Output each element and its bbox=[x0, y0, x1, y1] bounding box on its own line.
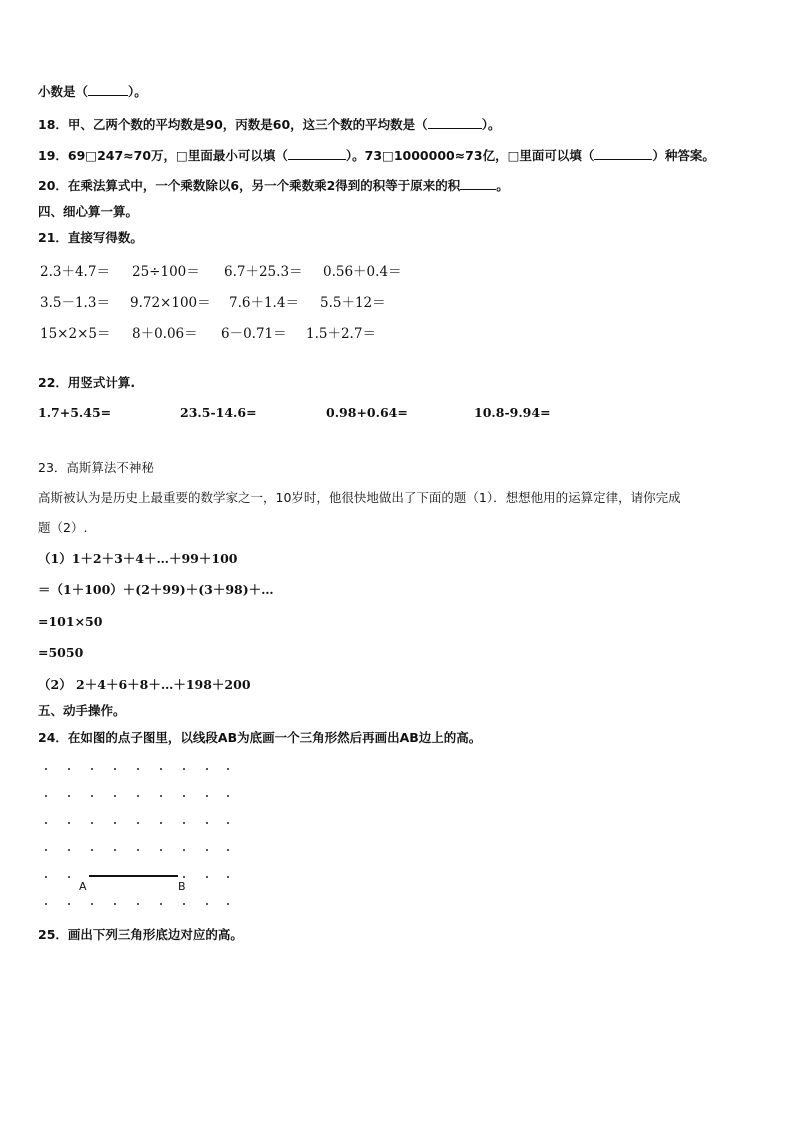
grid-dot bbox=[183, 903, 185, 905]
question-20 bbox=[38, 177, 509, 194]
grid-dot bbox=[206, 768, 208, 770]
grid-dot bbox=[160, 903, 162, 905]
grid-dot bbox=[227, 903, 229, 905]
q19-text-mid: ）。73□1000000≈73亿，□里面可以填（ bbox=[345, 148, 595, 163]
grid-dot bbox=[137, 768, 139, 770]
grid-dot bbox=[91, 822, 93, 824]
grid-dot bbox=[45, 768, 47, 770]
grid-dot bbox=[227, 849, 229, 851]
grid-dot bbox=[137, 822, 139, 824]
q21-item: 2.3＋4.7＝ bbox=[40, 264, 110, 280]
q23-step: ＝（1＋100）＋(2＋99)＋(3＋98)＋… bbox=[38, 582, 274, 597]
question-21-title: 21．直接写得数。 bbox=[38, 230, 143, 245]
q21-item: 9.72×100＝ bbox=[130, 295, 211, 311]
grid-dot bbox=[183, 822, 185, 824]
grid-dot bbox=[45, 795, 47, 797]
grid-dot bbox=[114, 768, 116, 770]
q21-item: 15×2×5＝ bbox=[40, 326, 111, 342]
grid-dot bbox=[160, 768, 162, 770]
grid-dot bbox=[160, 849, 162, 851]
grid-dot bbox=[91, 795, 93, 797]
grid-dot bbox=[91, 903, 93, 905]
grid-dot bbox=[45, 903, 47, 905]
question-18 bbox=[38, 116, 500, 133]
q23-step: （1）1＋2＋3＋4＋…＋99＋100 bbox=[38, 551, 238, 566]
grid-dot bbox=[114, 849, 116, 851]
grid-dot bbox=[227, 876, 229, 878]
grid-dot bbox=[160, 822, 162, 824]
grid-dot bbox=[227, 768, 229, 770]
grid-dot bbox=[160, 795, 162, 797]
q21-item: 1.5＋2.7＝ bbox=[306, 326, 376, 342]
point-b-label: B bbox=[178, 880, 186, 893]
question-25-title: 25．画出下列三角形底边对应的高。 bbox=[38, 927, 243, 942]
grid-dot bbox=[45, 822, 47, 824]
grid-dot bbox=[183, 795, 185, 797]
grid-dot bbox=[114, 903, 116, 905]
grid-dot bbox=[137, 849, 139, 851]
grid-dot bbox=[68, 795, 70, 797]
grid-dot bbox=[206, 822, 208, 824]
grid-dot bbox=[68, 903, 70, 905]
answer-blank[interactable] bbox=[594, 147, 652, 160]
q19-text-after: ）种答案。 bbox=[652, 148, 715, 163]
answer-blank[interactable] bbox=[428, 116, 482, 129]
grid-dot bbox=[227, 822, 229, 824]
q22-item: 1.7+5.45= bbox=[38, 405, 112, 420]
q23-step: =101×50 bbox=[38, 614, 103, 629]
question-23-title: 23．高斯算法不神秘 bbox=[38, 460, 154, 475]
q22-item: 0.98+0.64= bbox=[326, 405, 408, 420]
q23-step: =5050 bbox=[38, 645, 84, 660]
q19-text-before: 19．69□247≈70万，□里面最小可以填（ bbox=[38, 148, 288, 163]
grid-dot bbox=[137, 903, 139, 905]
segment-ab bbox=[89, 875, 178, 877]
q17-text-after: ）。 bbox=[128, 84, 147, 99]
grid-dot bbox=[114, 822, 116, 824]
q21-item: 5.5＋12＝ bbox=[320, 295, 386, 311]
q17-text-before: 小数是（ bbox=[38, 84, 89, 99]
q21-item: 6.7＋25.3＝ bbox=[224, 264, 303, 280]
grid-dot bbox=[183, 768, 185, 770]
q21-item: 25÷100＝ bbox=[132, 264, 200, 280]
q21-item: 0.56＋0.4＝ bbox=[323, 264, 402, 280]
grid-dot bbox=[91, 849, 93, 851]
question-22-title: 22．用竖式计算. bbox=[38, 375, 136, 390]
grid-dot bbox=[114, 795, 116, 797]
section-5-heading: 五、动手操作。 bbox=[38, 703, 126, 718]
q21-item: 6－0.71＝ bbox=[221, 326, 287, 342]
q23-paragraph-line-1: 高斯被认为是历史上最重要的数学家之一，10岁时，他很快地做出了下面的题（1）．想想他用的运算定律，请你完成 bbox=[38, 490, 681, 505]
q20-text-after: 。 bbox=[496, 178, 509, 193]
grid-dot bbox=[227, 795, 229, 797]
grid-dot bbox=[68, 849, 70, 851]
grid-dot bbox=[183, 849, 185, 851]
grid-dot bbox=[206, 849, 208, 851]
q21-item: 3.5－1.3＝ bbox=[40, 295, 110, 311]
answer-blank[interactable] bbox=[288, 147, 346, 160]
q21-item: 8＋0.06＝ bbox=[132, 326, 198, 342]
grid-dot bbox=[183, 876, 185, 878]
section-4-heading: 四、细心算一算。 bbox=[38, 204, 139, 219]
grid-dot bbox=[68, 822, 70, 824]
q22-item: 23.5-14.6= bbox=[180, 405, 257, 420]
q18-text-after: ）。 bbox=[481, 117, 501, 132]
grid-dot bbox=[137, 795, 139, 797]
grid-dot bbox=[68, 876, 70, 878]
answer-blank[interactable] bbox=[460, 177, 496, 190]
q23-step: （2） 2＋4＋6＋8＋…＋198＋200 bbox=[38, 677, 251, 692]
question-24-title: 24．在如图的点子图里，以线段AB为底画一个三角形然后再画出AB边上的高。 bbox=[38, 730, 482, 745]
grid-dot bbox=[45, 876, 47, 878]
grid-dot bbox=[68, 768, 70, 770]
q17-tail bbox=[38, 83, 147, 100]
q21-item: 7.6＋1.4＝ bbox=[229, 295, 299, 311]
question-19 bbox=[38, 147, 715, 164]
grid-dot bbox=[206, 795, 208, 797]
grid-dot bbox=[45, 849, 47, 851]
grid-dot bbox=[91, 768, 93, 770]
grid-dot bbox=[206, 876, 208, 878]
q22-item: 10.8-9.94= bbox=[474, 405, 551, 420]
grid-dot bbox=[206, 903, 208, 905]
q18-text-before: 18．甲、乙两个数的平均数是90，丙数是60，这三个数的平均数是（ bbox=[38, 117, 428, 132]
point-a-label: A bbox=[79, 880, 87, 893]
q23-paragraph-line-2: 题（2）. bbox=[38, 520, 88, 535]
q20-text-before: 20．在乘法算式中，一个乘数除以6，另一个乘数乘2得到的积等于原来的积 bbox=[38, 178, 461, 193]
answer-blank[interactable] bbox=[88, 83, 128, 96]
